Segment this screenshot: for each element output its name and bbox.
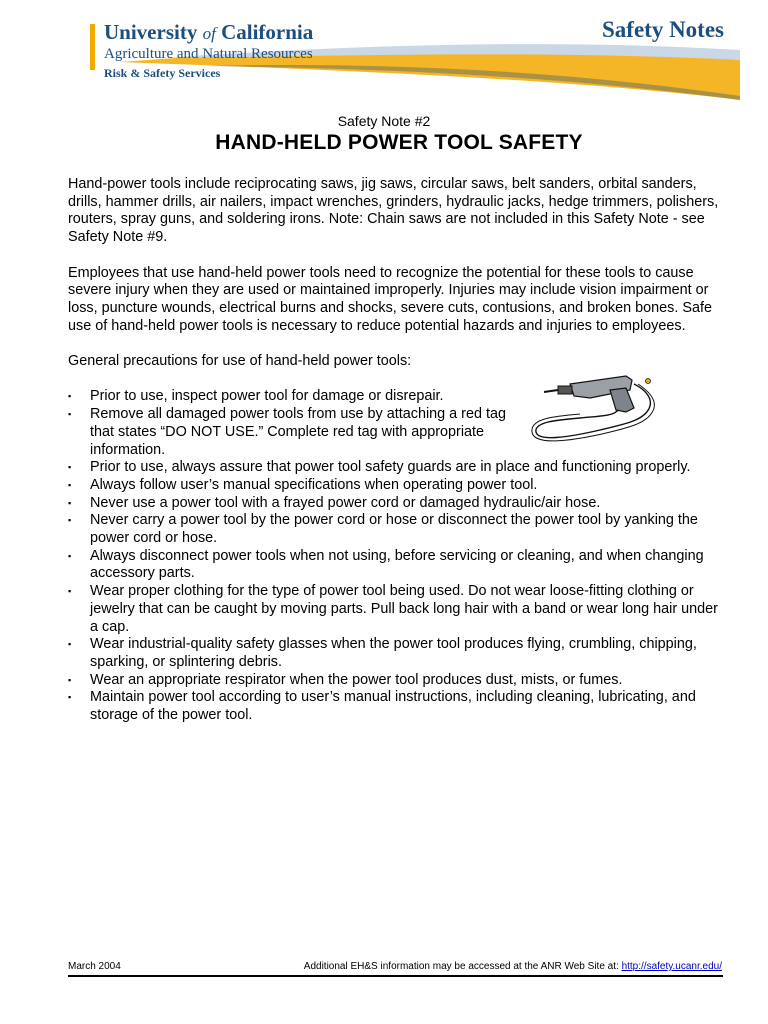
bullet-marker: ▪ xyxy=(68,462,72,473)
org-name: University of California xyxy=(104,20,314,44)
list-item: ▪ Prior to use, inspect power tool for damage or disrepair. xyxy=(68,388,444,405)
bullet-marker: ▪ xyxy=(68,409,72,420)
list-item: ▪ Wear an appropriate respirator when the power tool produces dust, mists, or fumes. xyxy=(68,671,623,688)
list-item: ▪ Prior to use, always assure that power tool safety guards are in place and functioning properly. xyxy=(68,459,691,476)
document-header xyxy=(0,0,768,110)
hazard-paragraph: Employees that use hand-held power tools need to recognize the potential for these tools to cause severe injury when they are used or maintained improperly. Injuries may include vision impairment or loss, puncture wounds, electrical burns and shocks, severe cuts, contusions, and broken bones. Safe use of hand-held power tools is necessary to reduce potential hazards and injuries to employees. xyxy=(68,264,712,334)
website-link[interactable]: http://safety.ucanr.edu/ xyxy=(621,961,722,972)
note-number: Safety Note #2 xyxy=(337,113,431,129)
footer-date: March 2004 xyxy=(68,961,121,972)
precautions-heading: General precautions for use of hand-held power tools: xyxy=(68,353,412,369)
series-title: Safety Notes xyxy=(602,17,724,42)
bullet-marker: ▪ xyxy=(68,639,72,650)
bullet-marker: ▪ xyxy=(68,692,72,703)
list-item: ▪ Always follow user’s manual specifications when operating power tool. xyxy=(68,476,538,493)
footer-divider xyxy=(68,975,723,977)
power-drill-icon xyxy=(530,370,670,452)
list-item: ▪ Never carry a power tool by the power cord or hose or disconnect the power tool by yanking the power cord or hose. xyxy=(68,512,698,547)
bullet-marker: ▪ xyxy=(68,479,72,490)
list-item: ▪ Remove all damaged power tools from use by attaching a red tag that states “DO NOT USE.” Complete red tag with appropriate information. xyxy=(68,406,506,458)
bullet-marker: ▪ xyxy=(68,674,72,685)
intro-paragraph: Hand-power tools include reciprocating saws, jig saws, circular saws, belt sanders, orbital sanders, drills, hammer drills, air nailers, impact wrenches, grinders, hydraulic jacks, hedge trimmers, polishers, routers, spray guns, and soldering irons. Note: Chain saws are not included in this Safety Note - see Safety Note #9. xyxy=(68,176,719,246)
list-item: ▪ Maintain power tool according to user’s manual instructions, including cleaning, lubricating, and storage of the power tool. xyxy=(68,689,696,724)
page-title: HAND-HELD POWER TOOL SAFETY xyxy=(215,131,583,154)
bullet-marker: ▪ xyxy=(68,515,72,526)
footer-info: Additional EH&S information may be accessed at the ANR Web Site at: http://safety.ucanr.edu/ xyxy=(303,961,722,972)
list-item: ▪ Wear industrial-quality safety glasses when the power tool produces flying, crumbling, chipping, sparking, or splintering debris. xyxy=(68,636,697,670)
bullet-marker: ▪ xyxy=(68,497,72,508)
org-division: Agriculture and Natural Resources xyxy=(104,46,313,62)
list-item: ▪ Wear proper clothing for the type of power tool being used. Do not wear loose-fitting clothing or jewelry that can be caught by moving parts. Pull back long hair with a band or wear long hair under a cap. xyxy=(68,583,718,635)
bullet-marker: ▪ xyxy=(68,550,72,561)
list-item: ▪ Always disconnect power tools when not using, before servicing or cleaning, and when changing accessory parts. xyxy=(68,547,704,582)
logo-accent-bar xyxy=(90,24,95,70)
bullet-marker: ▪ xyxy=(68,391,72,402)
org-department: Risk & Safety Services xyxy=(104,66,221,80)
bullet-marker: ▪ xyxy=(68,586,72,597)
list-item: ▪ Never use a power tool with a frayed power cord or damaged hydraulic/air hose. xyxy=(68,494,601,511)
